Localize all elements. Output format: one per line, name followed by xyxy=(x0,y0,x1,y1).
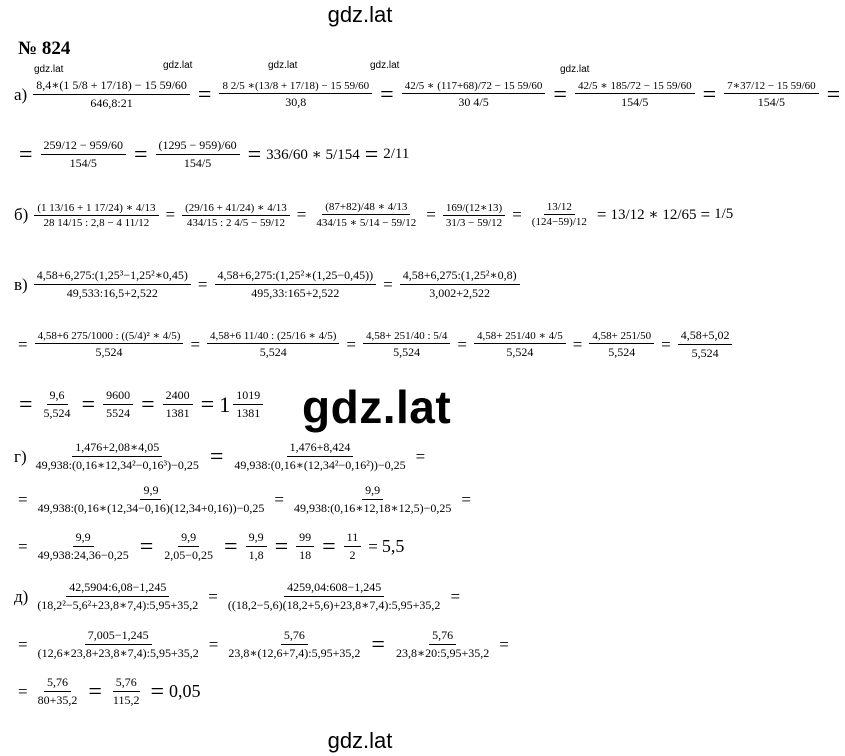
numerator: 4259,04:608−1,245 xyxy=(284,580,384,597)
denominator: 23,8∗(12,6+7,4):5,95+35,2 xyxy=(228,646,361,660)
fraction xyxy=(313,200,419,229)
part-label: б) xyxy=(14,204,29,224)
numerator: 9,9 xyxy=(362,483,383,500)
numerator: 13/12 xyxy=(544,201,575,215)
numerator: (1295 − 959)/60 xyxy=(156,138,240,155)
denominator: 49,533:16,5+2,522 xyxy=(66,286,158,300)
numerator: 4,58+6,275:(1,25²∗0,8) xyxy=(400,268,520,285)
fraction xyxy=(156,138,240,171)
fraction xyxy=(33,78,190,111)
numerator: 4,58+6 275/1000 : ((5/4)² ∗ 4/5) xyxy=(35,329,184,344)
result: 0,05 xyxy=(169,681,201,701)
fraction xyxy=(363,330,450,360)
part-label: д) xyxy=(14,586,29,606)
fraction xyxy=(724,79,819,110)
denominator: 5,524 xyxy=(393,344,421,359)
fraction xyxy=(34,580,201,613)
numerator: 7,005−1,245 xyxy=(85,628,152,645)
denominator: 5,524 xyxy=(43,406,71,420)
numerator: 8,4∗(1 5/8 + 17/18) − 15 59/60 xyxy=(33,78,190,95)
fraction xyxy=(35,483,268,516)
expression: 13/12 ∗ 12/65 xyxy=(610,207,697,223)
part-label: в) xyxy=(14,274,28,294)
fraction xyxy=(443,201,505,229)
denominator: 495,33:165+2,522 xyxy=(251,286,340,300)
fraction xyxy=(225,628,363,661)
denominator: 18 xyxy=(299,548,312,562)
denominator: 31/3 − 59/12 xyxy=(445,216,503,229)
fraction xyxy=(33,440,202,473)
numerator: (87+82)/48 ∗ 4/13 xyxy=(322,200,410,215)
numerator: 4,58+ 251/40 : 5/4 xyxy=(363,330,450,344)
denominator: 154/5 xyxy=(69,156,97,170)
fraction xyxy=(207,329,339,360)
numerator: 9,9 xyxy=(73,530,94,547)
fraction xyxy=(296,530,314,563)
result: 5,5 xyxy=(381,536,405,556)
numerator: 4,58+6,275:(1,25²∗(1,25−0,45)) xyxy=(215,268,377,285)
fraction xyxy=(34,268,191,301)
numerator: 9,9 xyxy=(178,530,199,547)
numerator: 1,476+8,424 xyxy=(287,440,354,457)
fraction xyxy=(225,580,444,613)
denominator: 80+35,2 xyxy=(37,693,78,707)
denominator: 5,524 xyxy=(506,345,534,359)
numerator: 9,9 xyxy=(140,483,161,500)
numerator: 8 2/5 ∗(13/8 + 17/18) − 15 59/60 xyxy=(219,79,372,94)
watermark-small: gdz.lat xyxy=(34,64,64,75)
denominator: 154/5 xyxy=(183,156,212,170)
fraction xyxy=(35,675,81,708)
fraction xyxy=(161,530,216,563)
fraction xyxy=(246,530,267,563)
watermark-center: gdz.lat xyxy=(302,381,452,433)
watermark-small: gdz.lat xyxy=(560,64,590,75)
numerator: 9600 xyxy=(103,388,133,405)
watermark-small: gdz.lat xyxy=(370,60,400,71)
numerator: 9,6 xyxy=(47,388,68,405)
fraction xyxy=(474,329,566,360)
part-v-line-3: = $\frac{9,6}{5,524}$ = $\frac{9600}{5524}$ = $\frac{2400}{1381}$ = 1 $\frac{1019}{1381}$ xyxy=(14,388,266,421)
denominator: 5,524 xyxy=(691,346,719,360)
denominator: 28 14/15 : 2,8 − 4 11/12 xyxy=(43,216,150,229)
numerator: 11 xyxy=(344,530,362,547)
result: 1/5 xyxy=(714,206,734,222)
fraction xyxy=(589,330,654,360)
part-v-line-1: в) $\frac{\text{4,58+6,275:(1,25³−1,25²∗0,45)}}{49,533:16,5+2,522}$ = $\frac{\text{4,58+6,275:(1,25²∗(1,25−0,45))}}{495,33:165+2,522}$ = $\frac{\text{4,58+6,275:(1,25²∗0,8)}}{3,002+2,522}$ xyxy=(14,268,523,301)
fraction xyxy=(344,530,362,563)
denominator: 1381 xyxy=(236,406,261,420)
numerator: (1 13/16 + 1 17/24) ∗ 4/13 xyxy=(34,201,158,216)
denominator: 1,8 xyxy=(248,548,264,562)
denominator: ((18,2−5,6)(18,2+5,6)+23,8∗7,4):5,95+35,2 xyxy=(227,598,441,612)
numerator: 4,58+ 251/50 xyxy=(589,330,654,344)
fraction xyxy=(678,328,733,361)
denominator: 2,05−0,25 xyxy=(164,548,214,562)
numerator: 42,5904:6,08−1,245 xyxy=(66,580,169,597)
denominator: 5,524 xyxy=(259,345,287,359)
fraction xyxy=(103,388,133,421)
denominator: 30 4/5 xyxy=(458,95,489,109)
fraction xyxy=(400,268,520,301)
part-label: а) xyxy=(14,84,28,104)
expression: 336/60 ∗ 5/154 xyxy=(266,147,360,163)
watermark-top: gdz.lat xyxy=(327,2,393,27)
denominator: 49,938:(0,16∗(12,34−0,16)(12,34+0,16))−0,25 xyxy=(37,501,265,515)
denominator: 49,938:24,36−0,25 xyxy=(37,548,129,562)
denominator: 154/5 xyxy=(621,95,649,109)
numerator: 169/(12∗13) xyxy=(443,201,505,216)
fraction xyxy=(34,201,158,229)
fraction xyxy=(163,388,193,421)
numerator: 1019 xyxy=(233,388,263,405)
fraction xyxy=(575,79,695,110)
part-label: г) xyxy=(14,446,27,466)
part-g-line-1: г) $\frac{1,476+2,08∗4,05}{\text{49,938:(0,16∗12,34²−0,16³)−0,25}}$ = $\frac{1,476+8,424}{\text{49,938:(0,16∗(12,34²−0,16²))−0,25}}$ = xyxy=(14,440,426,472)
denominator: 2 xyxy=(349,548,356,562)
part-v-line-2: = $\frac{\text{4,58+6 275/1000 : ((5/4)² ∗ 4/5)}}{5,524}$ = $\frac{4,58+6 11/40 : (25/16 ∗ 4/5)}{5,524}$ = $\frac{4,58+ 251/40 : 5/4}{5,524}$ = $\frac{4,58+ 251/40 ∗ 4/5}{5,524}$ = $\frac{4,58+ 251/50}{5,524}$ = $\frac{4,58+5,02}{5,524}$ xyxy=(14,328,735,361)
fraction xyxy=(291,483,454,516)
part-d-line-2: = $\frac{7,005-1,245}{(12,6∗23,8+23,8∗7,4):5,95+35,2}$ = $\frac{5,76}{23,8∗(12,6+7,4):5,95+35,2}$ = $\frac{5,76}{23,8∗20:5,95+35,2}$ = xyxy=(18,628,509,660)
numerator: 4,58+ 251/40 ∗ 4/5 xyxy=(474,329,566,344)
denominator: 23,8∗20:5,95+35,2 xyxy=(395,646,490,660)
result-whole: 1 xyxy=(219,391,231,417)
denominator: (124−59)/12 xyxy=(531,216,587,228)
denominator: 434/15 : 2 4/5 − 59/12 xyxy=(186,216,286,229)
fraction xyxy=(35,628,202,661)
denominator: 49,938:(0,16∗(12,34²−0,16²))−0,25 xyxy=(234,458,406,472)
denominator: (18,2²−5,6²+23,8∗7,4):5,95+35,2 xyxy=(37,598,199,612)
denominator: 5,524 xyxy=(95,345,123,359)
part-g-line-2: = $\frac{9,9}{49,938:(0,16∗(12,34-0,16)(12,34+0,16))-0,25}$ = $\frac{9,9}{49,938:(0,16∗12,18∗12,5)-0,25}$ = xyxy=(18,483,471,515)
denominator: 49,938:(0,16∗12,18∗12,5)−0,25 xyxy=(293,501,452,515)
denominator: 3,002+2,522 xyxy=(429,286,491,300)
numerator: 5,76 xyxy=(429,628,456,645)
fraction xyxy=(233,388,263,421)
fraction xyxy=(215,268,377,301)
fraction xyxy=(110,675,143,708)
fraction xyxy=(529,201,590,228)
numerator: 42/5 ∗ (117+68)/72 − 15 59/60 xyxy=(402,79,546,94)
numerator: 259/12 − 959/60 xyxy=(41,138,126,155)
numerator: (29/16 + 41/24) ∗ 4/13 xyxy=(182,201,290,216)
fraction xyxy=(35,329,184,360)
denominator: 49,938:(0,16∗12,34²−0,16³)−0,25 xyxy=(35,458,199,472)
fraction xyxy=(393,628,492,661)
numerator: 9,9 xyxy=(246,530,267,547)
numerator: 5,76 xyxy=(281,628,308,645)
denominator: (12,6∗23,8+23,8∗7,4):5,95+35,2 xyxy=(37,646,199,660)
numerator: 5,76 xyxy=(44,675,71,692)
denominator: 5524 xyxy=(106,406,131,420)
problem-number: № 824 xyxy=(18,38,71,59)
part-d-line-1: д) $\frac{42,5904:6,08-1,245}{\text{(18,2²−5,6²+23,8∗7,4):5,95+35,2}}$ = $\frac{4259,04:608-1,245}{((18,2-5,6)(18,2+5,6)+23,8∗7,4):5,95+35,2}$ = xyxy=(14,580,461,612)
denominator: 646,8:21 xyxy=(90,96,133,110)
part-g-line-3: = $\frac{9,9}{49,938:24,36-0,25}$ = $\frac{9,9}{2,05-0,25}$ = $\frac{9,9}{1,8}$ = $\frac{99}{18}$ = $\frac{11}{2}$ = 5,5 xyxy=(18,530,405,562)
numerator: 5,76 xyxy=(113,675,140,692)
fraction xyxy=(402,79,546,110)
numerator: 4,58+5,02 xyxy=(678,328,733,345)
watermark-bottom: gdz.lat xyxy=(327,728,393,753)
denominator: 115,2 xyxy=(112,693,140,707)
denominator: 5,524 xyxy=(608,344,636,359)
part-a-line-1: а) $\frac{8,4∗(1 5/8 + 17/18) - 15 59/60}{646,8:21}$ = $\frac{8 2/5 ∗(13/8 + 17/18) - 15 59/60}{30,8}$ = $\frac{42/5 ∗ (117+68)/72 - 15 59/60}{30 4/5}$ = $\frac{42/5 ∗ 185/72 - 15 59/60}{154/5}$ = $\frac{7∗37/12 - 15 59/60}{154/5}$ = xyxy=(14,78,841,110)
result: 2/11 xyxy=(383,146,410,162)
numerator: 7∗37/12 − 15 59/60 xyxy=(724,79,819,94)
denominator: 434/15 ∗ 5/14 − 59/12 xyxy=(316,217,417,229)
watermark-small: gdz.lat xyxy=(268,60,298,71)
numerator: 99 xyxy=(296,530,314,547)
part-a-line-2: = $\frac{259/12 - 959/60}{154/5}$ = $\frac{(1295 - 959)/60}{154/5}$ = 336/60 ∗ 5/154 = 2/11 xyxy=(19,138,410,170)
fraction xyxy=(35,530,132,563)
numerator: 2400 xyxy=(163,388,193,405)
numerator: 4,58+6 11/40 : (25/16 ∗ 4/5) xyxy=(207,329,339,344)
fraction xyxy=(182,201,290,229)
part-b-line-1: б) $\frac{(1 13/16 + 1 17/24) ∗ 4/13}{28 14/15 : 2,8 - 4 11/12}$ = $\frac{(29/16 + 41/24) ∗ 4/13}{434/15 : 2 4/5 - 59/12}$ = $\frac{(87+82)/48 ∗ 4/13}{434/15 ∗ 5/14 - 59/12}$ = $\frac{169/(12∗13)}{31/3 - 59/12}$ = $\frac{13/12}{(124-59)/12}$ = 13/12 ∗ 12/65 = 1/5 xyxy=(14,201,734,229)
fraction xyxy=(231,440,408,473)
part-d-line-3: = $\frac{5,76}{80+35,2}$ = $\frac{5,76}{115,2}$ = 0,05 xyxy=(18,675,201,707)
numerator: 1,476+2,08∗4,05 xyxy=(72,440,162,457)
numerator: 4,58+6,275:(1,25³−1,25²∗0,45) xyxy=(34,268,191,285)
numerator: 42/5 ∗ 185/72 − 15 59/60 xyxy=(575,79,695,94)
denominator: 1381 xyxy=(165,406,190,420)
fraction xyxy=(219,79,372,110)
denominator: 30,8 xyxy=(285,95,307,109)
denominator: 154/5 xyxy=(757,95,786,109)
fraction xyxy=(41,138,126,171)
fraction xyxy=(41,388,74,421)
watermark-small: gdz.lat xyxy=(163,60,193,71)
